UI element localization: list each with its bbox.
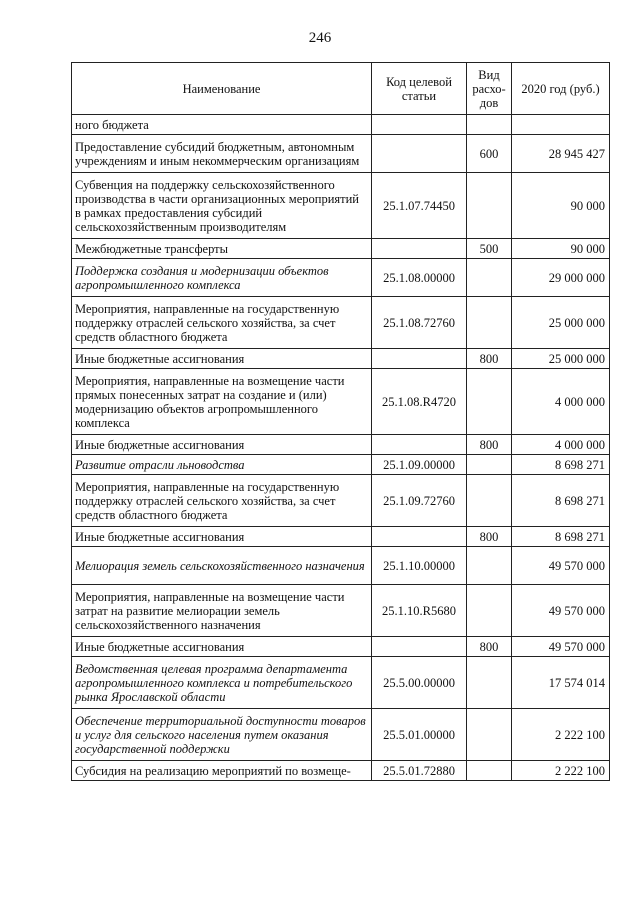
row-name-cell: Межбюджетные трансферты bbox=[72, 239, 372, 259]
row-code-cell: 25.1.10.R5680 bbox=[372, 585, 467, 637]
row-amount-cell: 8 698 271 bbox=[512, 455, 610, 475]
row-code-cell: 25.5.01.00000 bbox=[372, 709, 467, 761]
row-amount-cell: 25 000 000 bbox=[512, 297, 610, 349]
row-kind-cell bbox=[467, 547, 512, 585]
table-row bbox=[72, 637, 610, 657]
row-name-cell: Мероприятия, направленные на возмещение части затрат на развитие мелиорации земель сельскохозяйственного назначения bbox=[72, 585, 372, 637]
header-amount: 2020 год (руб.) bbox=[512, 63, 610, 115]
row-kind-cell bbox=[467, 369, 512, 435]
row-amount-cell: 17 574 014 bbox=[512, 657, 610, 709]
table-row bbox=[72, 527, 610, 547]
row-name-cell: Мероприятия, направленные на государственную поддержку отраслей сельского хозяйства, за счет средств областного бюджета bbox=[72, 297, 372, 349]
table-row bbox=[72, 547, 610, 585]
row-kind-cell bbox=[467, 115, 512, 135]
row-name-cell: Иные бюджетные ассигнования bbox=[72, 435, 372, 455]
row-code-cell: 25.1.08.72760 bbox=[372, 297, 467, 349]
row-name-cell: Мероприятия, направленные на государственную поддержку отраслей сельского хозяйства, за счет средств областного бюджета bbox=[72, 475, 372, 527]
row-kind-cell bbox=[467, 761, 512, 781]
row-code-cell bbox=[372, 239, 467, 259]
row-kind-cell bbox=[467, 297, 512, 349]
header-kind: Вид расхо-дов bbox=[467, 63, 512, 115]
table-row bbox=[72, 297, 610, 349]
row-code-cell bbox=[372, 435, 467, 455]
row-amount-cell: 49 570 000 bbox=[512, 637, 610, 657]
table-row bbox=[72, 455, 610, 475]
row-name-cell: Поддержка создания и модернизации объектов агропромышленного комплекса bbox=[72, 259, 372, 297]
row-name-cell: Субвенция на поддержку сельскохозяйственного производства в части организационных мероприятий в рамках предоставления субсидий сельскохозяйственным производителям bbox=[72, 173, 372, 239]
table-row bbox=[72, 475, 610, 527]
row-amount-cell: 90 000 bbox=[512, 173, 610, 239]
row-amount-cell: 28 945 427 bbox=[512, 135, 610, 173]
row-kind-cell: 800 bbox=[467, 527, 512, 547]
header-code: Код целевой статьи bbox=[372, 63, 467, 115]
row-amount-cell: 2 222 100 bbox=[512, 761, 610, 781]
budget-table bbox=[71, 62, 610, 781]
row-code-cell bbox=[372, 637, 467, 657]
table-body bbox=[72, 115, 610, 781]
row-code-cell bbox=[372, 349, 467, 369]
row-amount-cell: 49 570 000 bbox=[512, 547, 610, 585]
row-name-cell: ного бюджета bbox=[72, 115, 372, 135]
table-row bbox=[72, 657, 610, 709]
row-name-cell: Ведомственная целевая программа департамента агропромышленного комплекса и потребительского рынка Ярославской области bbox=[72, 657, 372, 709]
row-amount-cell: 90 000 bbox=[512, 239, 610, 259]
row-code-cell: 25.1.08.00000 bbox=[372, 259, 467, 297]
row-code-cell bbox=[372, 135, 467, 173]
table-row bbox=[72, 115, 610, 135]
row-code-cell: 25.1.08.R4720 bbox=[372, 369, 467, 435]
row-code-cell: 25.1.07.74450 bbox=[372, 173, 467, 239]
row-amount-cell: 2 222 100 bbox=[512, 709, 610, 761]
table-row bbox=[72, 709, 610, 761]
row-kind-cell bbox=[467, 475, 512, 527]
row-name-cell: Обеспечение территориальной доступности товаров и услуг для сельского населения путем оказания государственной поддержки bbox=[72, 709, 372, 761]
row-code-cell: 25.5.01.72880 bbox=[372, 761, 467, 781]
table-row bbox=[72, 239, 610, 259]
row-amount-cell bbox=[512, 115, 610, 135]
row-kind-cell bbox=[467, 173, 512, 239]
row-kind-cell: 600 bbox=[467, 135, 512, 173]
row-kind-cell: 500 bbox=[467, 239, 512, 259]
row-code-cell bbox=[372, 115, 467, 135]
row-name-cell: Иные бюджетные ассигнования bbox=[72, 527, 372, 547]
row-amount-cell: 49 570 000 bbox=[512, 585, 610, 637]
row-name-cell: Иные бюджетные ассигнования bbox=[72, 637, 372, 657]
row-code-cell bbox=[372, 527, 467, 547]
row-kind-cell: 800 bbox=[467, 637, 512, 657]
row-code-cell: 25.1.09.72760 bbox=[372, 475, 467, 527]
row-kind-cell bbox=[467, 709, 512, 761]
row-name-cell: Развитие отрасли льноводства bbox=[72, 455, 372, 475]
row-name-cell: Иные бюджетные ассигнования bbox=[72, 349, 372, 369]
row-code-cell: 25.5.00.00000 bbox=[372, 657, 467, 709]
row-kind-cell bbox=[467, 455, 512, 475]
row-name-cell: Субсидия на реализацию мероприятий по возмеще- bbox=[72, 761, 372, 781]
header-name: Наименование bbox=[72, 63, 372, 115]
row-kind-cell: 800 bbox=[467, 349, 512, 369]
table-row bbox=[72, 135, 610, 173]
row-code-cell: 25.1.09.00000 bbox=[372, 455, 467, 475]
table-row bbox=[72, 369, 610, 435]
table-row bbox=[72, 585, 610, 637]
row-amount-cell: 8 698 271 bbox=[512, 475, 610, 527]
row-name-cell: Предоставление субсидий бюджетным, автономным учреждениям и иным некоммерческим организациям bbox=[72, 135, 372, 173]
row-amount-cell: 29 000 000 bbox=[512, 259, 610, 297]
table-row bbox=[72, 259, 610, 297]
table-row bbox=[72, 349, 610, 369]
row-kind-cell bbox=[467, 259, 512, 297]
row-kind-cell bbox=[467, 585, 512, 637]
table-row bbox=[72, 761, 610, 781]
row-amount-cell: 4 000 000 bbox=[512, 369, 610, 435]
table-row bbox=[72, 435, 610, 455]
row-kind-cell bbox=[467, 657, 512, 709]
row-name-cell: Мелиорация земель сельскохозяйственного назначения bbox=[72, 547, 372, 585]
table-header-row bbox=[72, 63, 610, 115]
row-amount-cell: 25 000 000 bbox=[512, 349, 610, 369]
table-row bbox=[72, 173, 610, 239]
page-number: 246 bbox=[308, 30, 332, 46]
row-code-cell: 25.1.10.00000 bbox=[372, 547, 467, 585]
row-name-cell: Мероприятия, направленные на возмещение части прямых понесенных затрат на создание и (или) модернизацию объектов агропромышленного комплекса bbox=[72, 369, 372, 435]
row-kind-cell: 800 bbox=[467, 435, 512, 455]
row-amount-cell: 8 698 271 bbox=[512, 527, 610, 547]
row-amount-cell: 4 000 000 bbox=[512, 435, 610, 455]
